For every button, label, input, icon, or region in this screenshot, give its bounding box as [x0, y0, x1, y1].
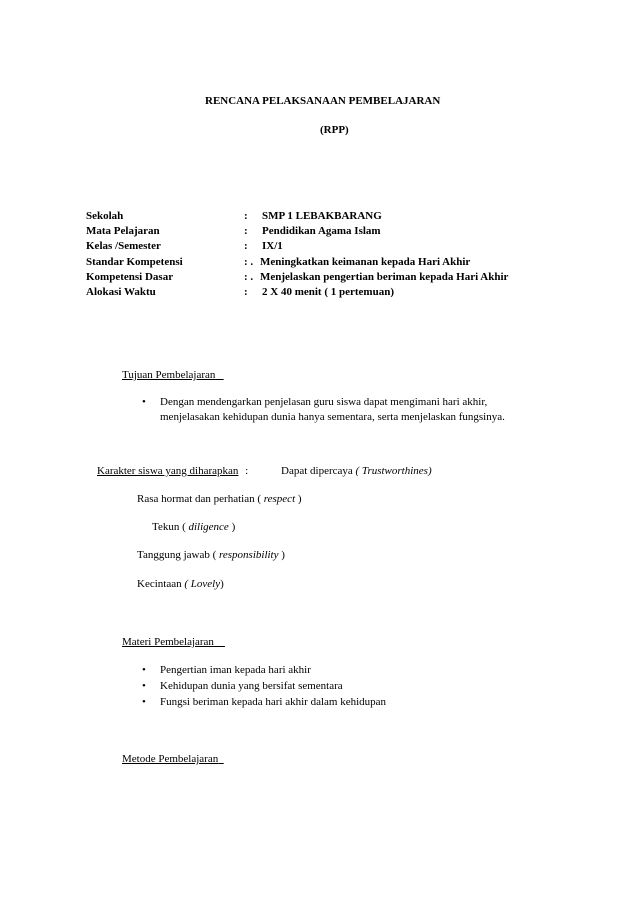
karakter-item-text: Rasa hormat dan perhatian ( — [137, 493, 264, 505]
bullet-icon: • — [142, 396, 146, 408]
tujuan-heading: Tujuan Pembelajaran — [122, 369, 216, 381]
identity-colon: : — [244, 225, 248, 237]
karakter-item-end: ) — [278, 549, 285, 561]
document-title: RENCANA PELAKSANAAN PEMBELAJARAN — [205, 95, 441, 107]
karakter-heading: Karakter siswa yang diharapkan — [97, 465, 239, 477]
karakter-item-text: Kecintaan — [137, 578, 185, 590]
karakter-item-italic: ( Trustworthines) — [355, 465, 432, 477]
materi-item: Pengertian iman kepada hari akhir — [160, 664, 311, 676]
karakter-item-kecintaan — [137, 578, 224, 590]
tujuan-line-2: menjelasakan kehidupan dunia hanya sementara, serta menjelaskan fungsinya. — [160, 411, 505, 423]
identity-value: Menjelaskan pengertian beriman kepada Hari Akhir — [260, 271, 509, 283]
identity-label: Mata Pelajaran — [86, 225, 160, 237]
identity-value: SMP 1 LEBAKBARANG — [262, 210, 382, 222]
materi-item: Fungsi beriman kepada hari akhir dalam kehidupan — [160, 696, 387, 708]
document-subtitle: (RPP) — [320, 124, 349, 136]
karakter-item-text: Tekun ( — [152, 521, 189, 533]
karakter-item-rasa-hormat — [137, 493, 302, 505]
karakter-item-text: Tanggung jawab ( — [137, 549, 220, 561]
tujuan-line-1: Dengan mendengarkan penjelasan guru siswa dapat mengimani hari akhir, — [160, 396, 488, 408]
identity-colon: : — [244, 210, 248, 222]
identity-colon: : — [244, 240, 248, 252]
identity-value: Meningkatkan keimanan kepada Hari Akhir — [260, 256, 471, 268]
karakter-item-italic: respect — [263, 493, 296, 505]
karakter-item-italic: diligence — [188, 521, 229, 533]
identity-label: Alokasi Waktu — [86, 286, 156, 298]
identity-value: IX/1 — [262, 240, 283, 252]
identity-label: Standar Kompetensi — [86, 256, 183, 268]
karakter-item-text: Dapat dipercaya — [281, 465, 353, 477]
karakter-item-italic: ( Lovely — [184, 578, 221, 590]
bullet-icon: • — [142, 664, 146, 676]
karakter-heading-row — [97, 465, 248, 477]
karakter-item-end: ) — [220, 578, 224, 590]
bullet-icon: • — [142, 696, 146, 708]
identity-colon: : . — [244, 256, 254, 268]
karakter-item-dapat-dipercaya — [281, 465, 432, 477]
materi-heading: Materi Pembelajaran — [122, 636, 214, 648]
identity-colon: : — [244, 286, 248, 298]
identity-value: Pendidikan Agama Islam — [262, 225, 381, 237]
identity-colon: : . — [244, 271, 254, 283]
identity-value: 2 X 40 menit ( 1 pertemuan) — [262, 286, 394, 298]
metode-heading: Metode Pembelajaran — [122, 753, 219, 765]
identity-label: Kompetensi Dasar — [86, 271, 174, 283]
bullet-icon: • — [142, 680, 146, 692]
karakter-item-tekun — [152, 521, 235, 533]
materi-item: Kehidupan dunia yang bersifat sementara — [160, 680, 343, 692]
karakter-item-end: ) — [228, 521, 236, 533]
identity-label: Kelas /Semester — [86, 240, 161, 252]
karakter-item-end: ) — [295, 493, 302, 505]
karakter-colon: : — [245, 465, 249, 477]
identity-label: Sekolah — [86, 210, 124, 222]
karakter-item-italic: responsibility — [219, 549, 279, 561]
karakter-item-tanggung-jawab — [137, 549, 285, 561]
